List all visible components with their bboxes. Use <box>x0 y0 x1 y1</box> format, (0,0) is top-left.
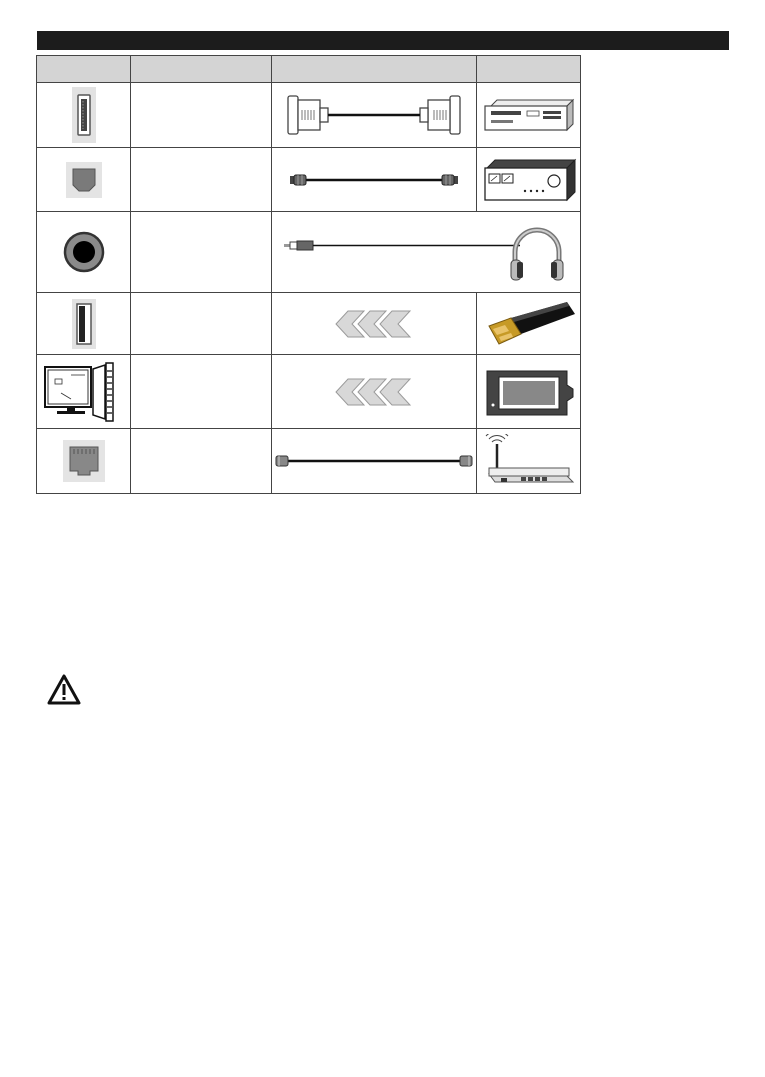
cable-cell <box>272 83 477 148</box>
ethernet-cable-icon <box>274 451 474 471</box>
headphone-jack-icon <box>62 230 106 274</box>
device-cell <box>477 293 581 355</box>
connector-cell <box>37 212 131 293</box>
ethernet-port-icon <box>62 439 106 483</box>
optical-port-icon <box>64 160 104 200</box>
tv-ci-slot-icon <box>41 361 127 423</box>
table-header-row <box>37 56 581 83</box>
table-row <box>37 293 581 355</box>
cable-cell <box>272 148 477 212</box>
section-title-bar <box>37 31 729 50</box>
column-header-connector <box>37 56 131 83</box>
table-row <box>37 212 581 293</box>
device-cell <box>477 148 581 212</box>
direct-connect-arrows-icon <box>334 378 414 406</box>
connector-cell <box>37 355 131 429</box>
warning-triangle-icon <box>46 673 82 707</box>
wireless-router-icon <box>481 434 577 488</box>
column-header-device <box>477 56 581 83</box>
column-header-type <box>131 56 272 83</box>
table-row <box>37 429 581 494</box>
table-row <box>37 148 581 212</box>
warning-notice <box>46 673 82 712</box>
connector-cell <box>37 429 131 494</box>
table-row <box>37 83 581 148</box>
cable-cell <box>272 293 477 355</box>
table-row <box>37 355 581 429</box>
type-cell <box>131 148 272 212</box>
type-cell <box>131 429 272 494</box>
headphones-icon <box>509 224 565 286</box>
type-cell <box>131 293 272 355</box>
connector-cell <box>37 293 131 355</box>
column-header-cables <box>272 56 477 83</box>
cam-module-icon <box>483 365 575 419</box>
usb-stick-icon <box>481 300 577 348</box>
dvd-player-icon <box>483 98 575 132</box>
type-cell <box>131 83 272 148</box>
optical-cable-icon <box>276 168 472 192</box>
connector-cell <box>37 83 131 148</box>
hdmi-cable-icon <box>276 88 472 142</box>
connections-table <box>36 55 581 494</box>
type-cell <box>131 212 272 293</box>
usb-port-icon <box>71 298 97 350</box>
device-cell <box>477 83 581 148</box>
direct-connect-arrows-icon <box>334 310 414 338</box>
type-cell <box>131 355 272 429</box>
connector-cell <box>37 148 131 212</box>
amplifier-icon <box>481 158 577 202</box>
device-cell <box>477 429 581 494</box>
cable-cell <box>272 355 477 429</box>
device-cell <box>477 355 581 429</box>
cable-cell <box>272 429 477 494</box>
hdmi-port-icon <box>69 85 99 145</box>
